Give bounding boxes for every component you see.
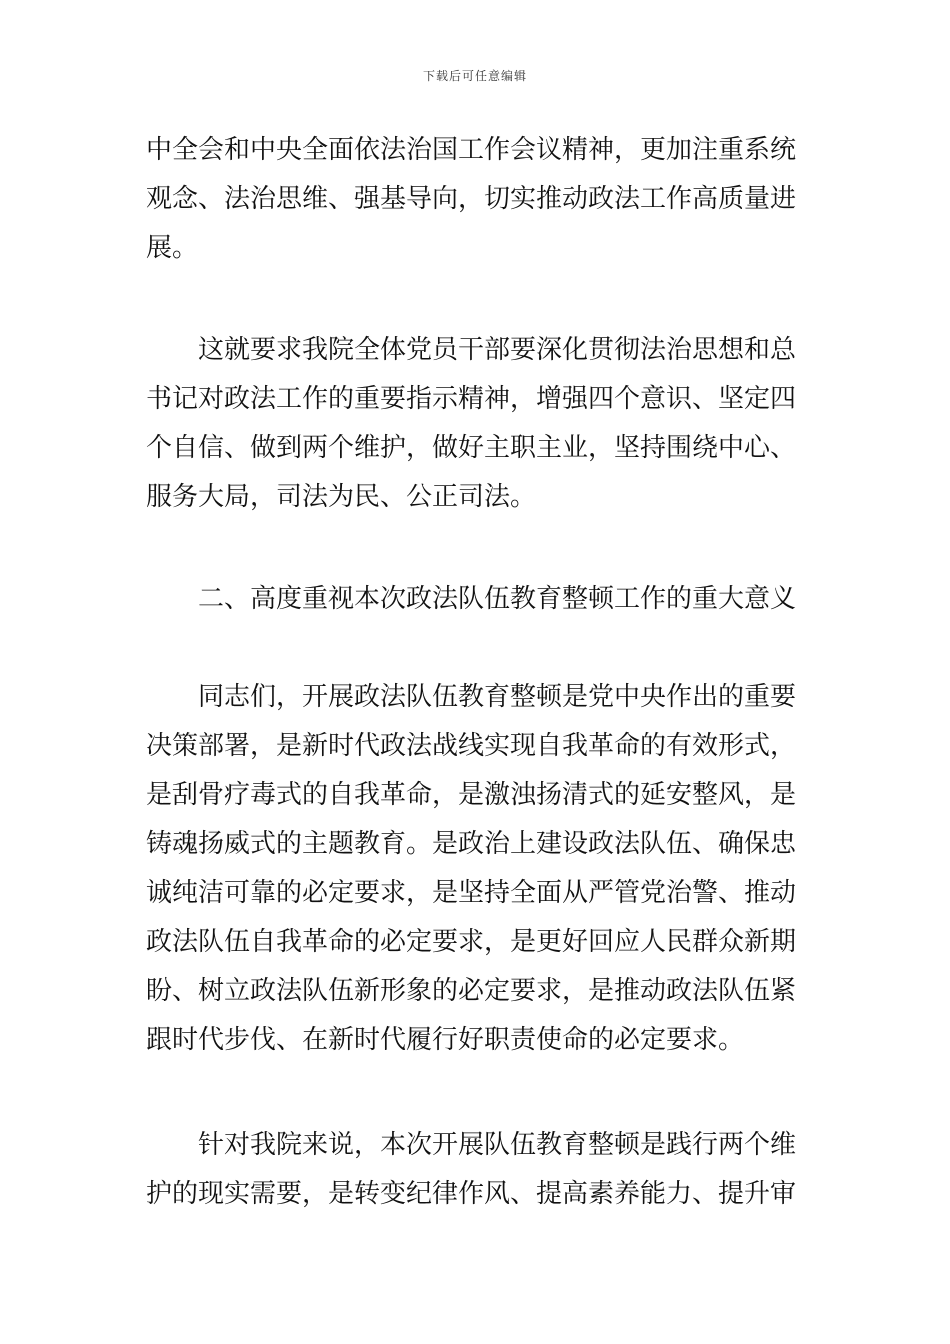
text-line: 盼、树立政法队伍新形象的必定要求，是推动政法队伍紧 (146, 976, 797, 1006)
text-line-content: 这就要求我院全体党员干部要深化贯彻法治思想和总 (198, 335, 797, 365)
paragraph-continuation (146, 126, 810, 273)
text-line-content: 针对我院来说，本次开展队伍教育整顿是践行两个维 (198, 1130, 797, 1160)
text-line: 铸魂扬威式的主题教育。是政治上建设政法队伍、确保忠 (146, 829, 797, 859)
paragraph-requirements (146, 326, 810, 522)
heading-line (146, 575, 810, 624)
text-line: 政法队伍自我革命的必定要求，是更好回应人民群众新期 (146, 927, 797, 957)
text-line: 护的现实需要，是转变纪律作风、提高素养能力、提升审 (146, 1179, 797, 1209)
paragraph-significance (146, 673, 810, 1065)
text-line: 展。 (146, 233, 199, 263)
section-heading (146, 575, 810, 624)
text-line (146, 1121, 810, 1170)
heading-text: 二、高度重视本次政法队伍教育整顿工作的重大意义 (198, 584, 797, 614)
paragraph-court-needs (146, 1121, 810, 1219)
text-line: 是刮骨疗毒式的自我革命，是激浊扬清式的延安整风，是 (146, 780, 797, 810)
text-line: 书记对政法工作的重要指示精神，增强四个意识、坚定四 (146, 384, 797, 414)
text-line: 中全会和中央全面依法治国工作会议精神，更加注重系统 (146, 135, 797, 165)
text-line (146, 673, 810, 722)
text-line: 跟时代步伐、在新时代履行好职责使命的必定要求。 (146, 1025, 745, 1055)
text-line: 决策部署，是新时代政法战线实现自我革命的有效形式， (146, 731, 797, 761)
text-line: 服务大局，司法为民、公正司法。 (146, 482, 537, 512)
text-line-content: 同志们，开展政法队伍教育整顿是党中央作出的重要 (198, 682, 797, 712)
text-line: 诚纯洁可靠的必定要求，是坚持全面从严管党治警、推动 (146, 878, 797, 908)
page-header-note: 下载后可任意编辑 (422, 69, 527, 83)
text-line: 个自信、做到两个维护，做好主职主业，坚持围绕中心、 (146, 433, 797, 463)
text-line: 观念、法治思维、强基导向，切实推动政法工作高质量进 (146, 184, 797, 214)
text-line (146, 326, 810, 375)
